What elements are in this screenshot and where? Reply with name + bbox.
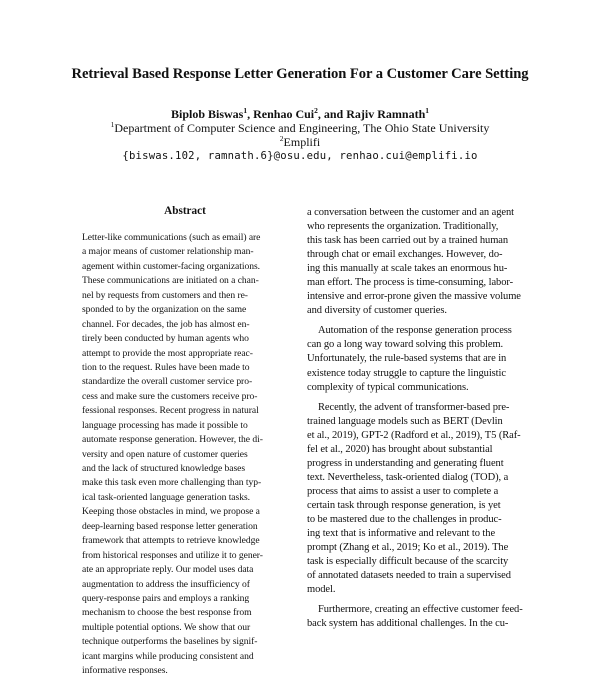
body-text-line: complexity of typical communications. [307, 381, 469, 393]
abstract-heading: Abstract [164, 205, 206, 217]
author-affiliation-marker: 1 [425, 106, 429, 115]
body-text-line: who represents the organization. Traditionally, [307, 221, 499, 233]
abstract-line: sponded to by the organization on the same [82, 304, 247, 316]
abstract-line: These communications are initiated on a chan- [82, 275, 259, 287]
affiliation [40, 121, 560, 136]
body-text-column [307, 206, 539, 631]
body-text-line: man effort. The process is time-consuming, labor- [307, 277, 514, 289]
body-text-line: ing this manually at scale takes an enormous hu- [307, 263, 508, 275]
author-name: Biplob Biswas [170, 107, 244, 121]
body-text-line: back system has additional challenges. In the cu- [307, 618, 509, 630]
body-text-line: ing text that is informative and relevant to the [307, 528, 496, 540]
body-text-line: task is especially difficult because of the scarcity [307, 556, 509, 568]
abstract-line: ate an appropriate reply. Our model uses data [82, 564, 254, 576]
abstract-line: Keeping those obstacles in mind, we propose a [82, 506, 260, 518]
abstract-line: cess and make sure the customers receive pro- [82, 390, 258, 402]
abstract-line: icant margins while producing consistent and [82, 650, 254, 662]
body-text-line: of annotated datasets needed to train a supervised [307, 570, 511, 582]
body-text-line: through chat or email exchanges. However, do- [307, 249, 503, 261]
body-text-line: process that aims to assist a user to complete a [307, 485, 499, 497]
abstract-line: versity and open nature of customer queries [82, 448, 248, 460]
body-text-line: et al., 2019), GPT-2 (Radford et al., 2019), T5 (Raf- [307, 429, 521, 441]
body-text-line: intensive and error-prone given the massive volume [307, 291, 521, 303]
body-paragraph [307, 603, 539, 631]
abstract-line: mechanism to choose the best response from [82, 607, 252, 619]
body-text-line: to be mastered due to the challenges in produc- [307, 513, 502, 525]
abstract-line: deep-learning based response letter generation [82, 520, 258, 532]
body-text-line: fel et al., 2020) has brought about substantial [307, 443, 493, 455]
author-separator: , and [317, 107, 347, 121]
body-text-line: prompt (Zhang et al., 2019; Ko et al., 2019). The [307, 542, 509, 554]
body-text-line: progress in understanding and generating fluent [307, 457, 504, 469]
body-paragraph [307, 324, 539, 394]
abstract-line: a major means of customer relationship man- [82, 246, 254, 258]
abstract-line: augmentation to address the insufficiency of [82, 578, 250, 590]
abstract-line: attempt to provide the most appropriate reac- [82, 347, 253, 359]
abstract-line: automate response generation. However, the di- [82, 434, 263, 446]
body-text-line: Recently, the advent of transformer-based pre- [318, 401, 510, 413]
abstract-line: tirely been conducted by human agents who [82, 333, 249, 345]
body-text-line: trained language models such as BERT (Devlin [307, 415, 503, 427]
abstract-line: technique outperforms the baselines by signif- [82, 636, 258, 648]
author-name: Renhao Cui [253, 107, 315, 121]
affiliation-text: Department of Computer Science and Engineering, The Ohio State University [114, 121, 490, 135]
affiliation-marker: 2 [279, 134, 284, 143]
body-text-line: Furthermore, creating an effective customer feed- [318, 604, 523, 616]
affiliation-text: Emplifi [283, 135, 321, 149]
body-text-line: text. Nevertheless, task-oriented dialog (TOD), a [307, 471, 509, 483]
abstract-line: nel by requests from customers and then re- [82, 289, 248, 301]
author-emails: {biswas.102, ramnath.6}@osu.edu, renhao.cui@emplifi.io [122, 150, 478, 162]
body-text-line: certain task through response generation, is yet [307, 499, 501, 511]
body-text-line: Unfortunately, the rule-based systems that are in [307, 353, 507, 365]
author-affiliation-marker: 1 [243, 106, 248, 115]
abstract-line: query-response pairs and employs a ranking [82, 592, 250, 604]
abstract-line: fessional responses. Recent progress in natural [82, 405, 259, 417]
abstract-line: informative responses. [82, 665, 168, 677]
body-text-line: this task has been carried out by a trained human [307, 235, 509, 247]
abstract-line: framework that attempts to retrieve knowledge [82, 535, 260, 547]
body-text-line: existence today struggle to capture the linguistic [307, 367, 506, 379]
abstract-line: agement within customer-facing organizations. [82, 260, 261, 272]
abstract-line: from historical responses and utilize it to gener- [82, 549, 263, 561]
abstract-line: ical task-oriented language generation tasks. [82, 491, 250, 503]
abstract-line: language processing has made it possible to [82, 419, 248, 431]
abstract-line: and the lack of structured knowledge bases [82, 463, 246, 474]
affiliation [40, 135, 560, 150]
body-text-line: Automation of the response generation process [318, 325, 512, 337]
body-text-line: model. [307, 584, 336, 596]
author-name: Rajiv Ramnath [346, 107, 426, 121]
author-separator: , [247, 107, 254, 121]
author-list [40, 107, 560, 122]
abstract-line: tion to the request. Rules have been made to [82, 361, 250, 373]
paper-title: Retrieval Based Response Letter Generation For a Customer Care Setting [71, 66, 529, 82]
affiliation-marker: 1 [110, 120, 115, 129]
body-text-line: a conversation between the customer and an agent [307, 207, 514, 218]
body-text-line: and diversity of customer queries. [307, 305, 447, 317]
abstract-line: standardize the overall customer service pro- [82, 376, 253, 388]
abstract-line: make this task even more challenging than typ- [82, 477, 262, 489]
body-paragraph [307, 401, 539, 598]
abstract-body [82, 231, 290, 679]
author-affiliation-marker: 2 [314, 106, 318, 115]
abstract-line: channel. For decades, the job has almost en- [82, 318, 250, 330]
abstract-line: Letter-like communications (such as email) are [82, 232, 261, 243]
body-paragraph [307, 206, 539, 318]
body-text-line: can go a long way toward solving this problem. [307, 339, 504, 351]
abstract-line: multiple potential options. We show that our [82, 621, 251, 633]
